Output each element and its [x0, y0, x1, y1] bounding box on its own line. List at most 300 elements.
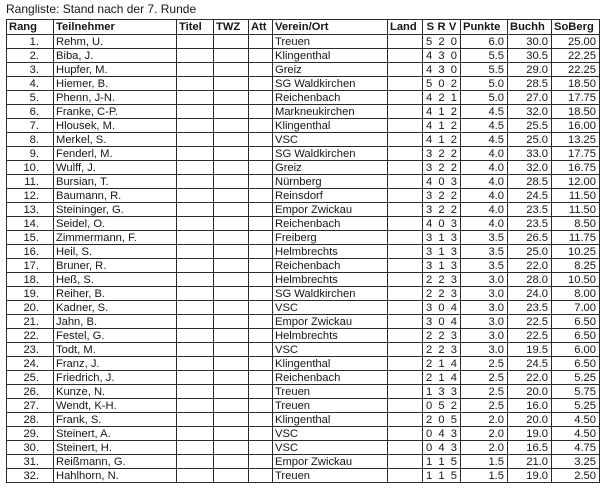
club-cell: VSC	[273, 133, 388, 147]
att-cell	[249, 91, 273, 105]
col-r: R	[437, 21, 446, 33]
title-cell	[177, 357, 214, 371]
buchholz-cell: 19.0	[508, 469, 552, 483]
buchholz-cell: 19.5	[508, 343, 552, 357]
srv-cell	[423, 385, 461, 399]
s-value: 3	[426, 203, 433, 216]
points-cell: 4.0	[461, 147, 508, 161]
title-cell	[177, 245, 214, 259]
sonneborn-berger-cell: 22.25	[552, 63, 600, 77]
rank-cell: 29.	[7, 427, 54, 441]
table-row	[7, 357, 600, 371]
r-value: 0	[438, 315, 445, 328]
table-row	[7, 343, 600, 357]
att-cell	[249, 329, 273, 343]
points-cell: 3.0	[461, 287, 508, 301]
r-value: 1	[438, 259, 445, 272]
r-value: 0	[438, 413, 445, 426]
twz-cell	[214, 203, 249, 217]
sonneborn-berger-cell: 18.50	[552, 77, 600, 91]
club-cell: Reichenbach	[273, 217, 388, 231]
v-value: 3	[450, 217, 457, 230]
title-cell	[177, 63, 214, 77]
s-value: 2	[426, 273, 433, 286]
table-row	[7, 161, 600, 175]
name-cell: Franke, C-P.	[54, 105, 177, 119]
twz-cell	[214, 399, 249, 413]
table-row	[7, 77, 600, 91]
srv-cell	[423, 133, 461, 147]
v-value: 5	[450, 413, 457, 426]
points-cell: 4.0	[461, 203, 508, 217]
name-cell: Zimmermann, F.	[54, 231, 177, 245]
title-cell	[177, 147, 214, 161]
r-value: 4	[438, 427, 445, 440]
sonneborn-berger-cell: 6.50	[552, 315, 600, 329]
s-value: 1	[426, 385, 433, 398]
name-cell: Steinert, H.	[54, 441, 177, 455]
club-cell: Klingenthal	[273, 413, 388, 427]
r-value: 1	[438, 119, 445, 132]
r-value: 2	[438, 147, 445, 160]
r-value: 0	[438, 175, 445, 188]
twz-cell	[214, 301, 249, 315]
country-cell	[388, 77, 423, 91]
att-cell	[249, 77, 273, 91]
country-cell	[388, 385, 423, 399]
points-cell: 4.0	[461, 189, 508, 203]
points-cell: 2.0	[461, 441, 508, 455]
rank-cell: 15.	[7, 231, 54, 245]
ranking-table	[6, 19, 600, 483]
table-row	[7, 385, 600, 399]
v-value: 0	[450, 49, 457, 62]
srv-cell	[423, 343, 461, 357]
name-cell: Reiher, B.	[54, 287, 177, 301]
srv-cell	[423, 245, 461, 259]
points-cell: 4.5	[461, 105, 508, 119]
twz-cell	[214, 161, 249, 175]
s-value: 0	[426, 441, 433, 454]
srv-cell	[423, 189, 461, 203]
points-cell: 3.0	[461, 273, 508, 287]
r-value: 1	[438, 371, 445, 384]
country-cell	[388, 245, 423, 259]
twz-cell	[214, 35, 249, 49]
table-row	[7, 399, 600, 413]
club-cell: Nürnberg	[273, 175, 388, 189]
v-value: 2	[450, 119, 457, 132]
att-cell	[249, 301, 273, 315]
s-value: 3	[426, 259, 433, 272]
name-cell: Hahlhorn, N.	[54, 469, 177, 483]
title-cell	[177, 301, 214, 315]
name-cell: Jahn, B.	[54, 315, 177, 329]
sonneborn-berger-cell: 2.50	[552, 469, 600, 483]
buchholz-cell: 22.0	[508, 371, 552, 385]
rank-cell: 16.	[7, 245, 54, 259]
club-cell: Helmbrechts	[273, 273, 388, 287]
buchholz-cell: 32.0	[508, 105, 552, 119]
v-value: 3	[450, 329, 457, 342]
name-cell: Heil, S.	[54, 245, 177, 259]
buchholz-cell: 26.5	[508, 231, 552, 245]
s-value: 0	[426, 427, 433, 440]
table-row	[7, 175, 600, 189]
sonneborn-berger-cell: 4.75	[552, 441, 600, 455]
title-cell	[177, 287, 214, 301]
rank-cell: 3.	[7, 63, 54, 77]
rank-cell: 10.	[7, 161, 54, 175]
buchholz-cell: 28.5	[508, 77, 552, 91]
s-value: 2	[426, 357, 433, 370]
r-value: 1	[438, 133, 445, 146]
rank-cell: 6.	[7, 105, 54, 119]
points-cell: 3.0	[461, 301, 508, 315]
twz-cell	[214, 329, 249, 343]
title-cell	[177, 371, 214, 385]
r-value: 1	[438, 245, 445, 258]
att-cell	[249, 203, 273, 217]
att-cell	[249, 119, 273, 133]
r-value: 2	[438, 203, 445, 216]
title-cell	[177, 343, 214, 357]
points-cell: 3.0	[461, 329, 508, 343]
v-value: 3	[450, 259, 457, 272]
club-cell: Freiberg	[273, 231, 388, 245]
table-row	[7, 413, 600, 427]
r-value: 2	[438, 329, 445, 342]
s-value: 4	[426, 91, 433, 104]
twz-cell	[214, 427, 249, 441]
country-cell	[388, 413, 423, 427]
twz-cell	[214, 413, 249, 427]
att-cell	[249, 357, 273, 371]
srv-cell	[423, 273, 461, 287]
country-cell	[388, 175, 423, 189]
att-cell	[249, 245, 273, 259]
country-cell	[388, 161, 423, 175]
v-value: 4	[450, 301, 457, 314]
srv-cell	[423, 455, 461, 469]
r-value: 4	[438, 441, 445, 454]
rank-cell: 22.	[7, 329, 54, 343]
country-cell	[388, 259, 423, 273]
table-row	[7, 35, 600, 49]
table-row	[7, 119, 600, 133]
name-cell: Frank, S.	[54, 413, 177, 427]
v-value: 2	[450, 105, 457, 118]
s-value: 4	[426, 105, 433, 118]
name-cell: Festel, G.	[54, 329, 177, 343]
country-cell	[388, 455, 423, 469]
sonneborn-berger-cell: 5.25	[552, 399, 600, 413]
points-cell: 5.5	[461, 63, 508, 77]
r-value: 5	[438, 399, 445, 412]
club-cell: Greiz	[273, 161, 388, 175]
country-cell	[388, 329, 423, 343]
buchholz-cell: 20.0	[508, 385, 552, 399]
country-cell	[388, 217, 423, 231]
buchholz-cell: 19.0	[508, 427, 552, 441]
v-value: 3	[450, 427, 457, 440]
v-value: 3	[450, 231, 457, 244]
v-value: 2	[450, 161, 457, 174]
v-value: 5	[450, 469, 457, 482]
table-row	[7, 231, 600, 245]
sonneborn-berger-cell: 13.25	[552, 133, 600, 147]
att-cell	[249, 273, 273, 287]
sonneborn-berger-cell: 11.75	[552, 231, 600, 245]
att-cell	[249, 315, 273, 329]
v-value: 2	[450, 77, 457, 90]
club-cell: Klingenthal	[273, 357, 388, 371]
sonneborn-berger-cell: 17.75	[552, 91, 600, 105]
buchholz-cell: 16.0	[508, 399, 552, 413]
rank-cell: 26.	[7, 385, 54, 399]
twz-cell	[214, 455, 249, 469]
col-v: V	[448, 21, 457, 33]
country-cell	[388, 105, 423, 119]
country-cell	[388, 63, 423, 77]
title-cell	[177, 189, 214, 203]
att-cell	[249, 35, 273, 49]
sonneborn-berger-cell: 16.00	[552, 119, 600, 133]
title-cell	[177, 35, 214, 49]
twz-cell	[214, 385, 249, 399]
title-cell	[177, 91, 214, 105]
col-twz: TWZ	[214, 20, 249, 35]
title-cell	[177, 119, 214, 133]
r-value: 1	[438, 469, 445, 482]
col-land: Land	[388, 20, 423, 35]
rank-cell: 20.	[7, 301, 54, 315]
club-cell: Reichenbach	[273, 371, 388, 385]
points-cell: 3.5	[461, 259, 508, 273]
sonneborn-berger-cell: 7.00	[552, 301, 600, 315]
club-cell: Reichenbach	[273, 259, 388, 273]
buchholz-cell: 25.5	[508, 119, 552, 133]
table-header-row	[7, 20, 600, 35]
s-value: 3	[426, 315, 433, 328]
att-cell	[249, 455, 273, 469]
country-cell	[388, 357, 423, 371]
buchholz-cell: 25.0	[508, 245, 552, 259]
twz-cell	[214, 371, 249, 385]
srv-cell	[423, 413, 461, 427]
table-row	[7, 469, 600, 483]
srv-cell	[423, 35, 461, 49]
att-cell	[249, 469, 273, 483]
rank-cell: 32.	[7, 469, 54, 483]
col-att: Att	[249, 20, 273, 35]
name-cell: Franz, J.	[54, 357, 177, 371]
att-cell	[249, 343, 273, 357]
club-cell: Empor Zwickau	[273, 315, 388, 329]
att-cell	[249, 133, 273, 147]
r-value: 0	[438, 301, 445, 314]
country-cell	[388, 189, 423, 203]
table-row	[7, 301, 600, 315]
rank-cell: 31.	[7, 455, 54, 469]
country-cell	[388, 441, 423, 455]
name-cell: Kunze, N.	[54, 385, 177, 399]
rank-cell: 5.	[7, 91, 54, 105]
v-value: 3	[450, 273, 457, 286]
srv-cell	[423, 63, 461, 77]
v-value: 0	[450, 63, 457, 76]
r-value: 0	[438, 217, 445, 230]
buchholz-cell: 24.0	[508, 287, 552, 301]
buchholz-cell: 32.0	[508, 161, 552, 175]
rank-cell: 28.	[7, 413, 54, 427]
points-cell: 4.5	[461, 133, 508, 147]
r-value: 2	[438, 343, 445, 356]
twz-cell	[214, 133, 249, 147]
buchholz-cell: 21.0	[508, 455, 552, 469]
att-cell	[249, 259, 273, 273]
points-cell: 2.5	[461, 357, 508, 371]
rank-cell: 19.	[7, 287, 54, 301]
country-cell	[388, 203, 423, 217]
rank-cell: 8.	[7, 133, 54, 147]
sonneborn-berger-cell: 12.00	[552, 175, 600, 189]
srv-cell	[423, 427, 461, 441]
country-cell	[388, 427, 423, 441]
club-cell: Helmbrechts	[273, 245, 388, 259]
name-cell: Wendt, K-H.	[54, 399, 177, 413]
s-value: 2	[426, 371, 433, 384]
rank-cell: 14.	[7, 217, 54, 231]
s-value: 2	[426, 329, 433, 342]
s-value: 4	[426, 175, 433, 188]
r-value: 2	[438, 287, 445, 300]
club-cell: Markneukirchen	[273, 105, 388, 119]
s-value: 4	[426, 119, 433, 132]
rank-cell: 25.	[7, 371, 54, 385]
sonneborn-berger-cell: 16.75	[552, 161, 600, 175]
s-value: 3	[426, 147, 433, 160]
points-cell: 1.5	[461, 469, 508, 483]
name-cell: Fenderl, M.	[54, 147, 177, 161]
title-cell	[177, 469, 214, 483]
name-cell: Rehm, U.	[54, 35, 177, 49]
att-cell	[249, 105, 273, 119]
r-value: 2	[438, 35, 445, 48]
sonneborn-berger-cell: 6.50	[552, 357, 600, 371]
s-value: 2	[426, 343, 433, 356]
buchholz-cell: 27.0	[508, 91, 552, 105]
country-cell	[388, 35, 423, 49]
col-punkte: Punkte	[461, 20, 508, 35]
points-cell: 2.0	[461, 427, 508, 441]
att-cell	[249, 371, 273, 385]
country-cell	[388, 301, 423, 315]
title-cell	[177, 203, 214, 217]
rank-cell: 27.	[7, 399, 54, 413]
club-cell: Empor Zwickau	[273, 203, 388, 217]
v-value: 2	[450, 203, 457, 216]
sonneborn-berger-cell: 4.50	[552, 427, 600, 441]
rank-cell: 9.	[7, 147, 54, 161]
page-title: Rangliste: Stand nach der 7. Runde	[6, 2, 197, 16]
buchholz-cell: 24.5	[508, 189, 552, 203]
table-row	[7, 315, 600, 329]
twz-cell	[214, 259, 249, 273]
club-cell: VSC	[273, 427, 388, 441]
sonneborn-berger-cell: 8.00	[552, 287, 600, 301]
srv-cell	[423, 441, 461, 455]
twz-cell	[214, 77, 249, 91]
att-cell	[249, 147, 273, 161]
name-cell: Baumann, R.	[54, 189, 177, 203]
club-cell: Klingenthal	[273, 119, 388, 133]
name-cell: Merkel, S.	[54, 133, 177, 147]
name-cell: Steinert, A.	[54, 427, 177, 441]
srv-cell	[423, 77, 461, 91]
buchholz-cell: 20.0	[508, 413, 552, 427]
buchholz-cell: 25.0	[508, 133, 552, 147]
att-cell	[249, 385, 273, 399]
r-value: 1	[438, 231, 445, 244]
club-cell: VSC	[273, 343, 388, 357]
name-cell: Steininger, G.	[54, 203, 177, 217]
table-row	[7, 49, 600, 63]
sonneborn-berger-cell: 11.50	[552, 189, 600, 203]
buchholz-cell: 23.5	[508, 203, 552, 217]
twz-cell	[214, 357, 249, 371]
col-verein: Verein/Ort	[273, 20, 388, 35]
rank-cell: 4.	[7, 77, 54, 91]
club-cell: Treuen	[273, 469, 388, 483]
title-cell	[177, 399, 214, 413]
col-buchh: Buchh	[508, 20, 552, 35]
club-cell: SG Waldkirchen	[273, 147, 388, 161]
club-cell: SG Waldkirchen	[273, 77, 388, 91]
sonneborn-berger-cell: 22.25	[552, 49, 600, 63]
s-value: 3	[426, 245, 433, 258]
rank-cell: 7.	[7, 119, 54, 133]
srv-cell	[423, 175, 461, 189]
srv-cell	[423, 161, 461, 175]
v-value: 4	[450, 357, 457, 370]
v-value: 2	[450, 133, 457, 146]
table-row	[7, 133, 600, 147]
srv-cell	[423, 371, 461, 385]
r-value: 2	[438, 161, 445, 174]
name-cell: Reißmann, G.	[54, 455, 177, 469]
s-value: 5	[426, 35, 433, 48]
v-value: 4	[450, 371, 457, 384]
r-value: 1	[438, 455, 445, 468]
rank-cell: 18.	[7, 273, 54, 287]
twz-cell	[214, 189, 249, 203]
srv-cell	[423, 287, 461, 301]
title-cell	[177, 77, 214, 91]
col-teilnehmer: Teilnehmer	[54, 20, 177, 35]
s-value: 4	[426, 63, 433, 76]
points-cell: 2.0	[461, 413, 508, 427]
twz-cell	[214, 147, 249, 161]
twz-cell	[214, 91, 249, 105]
srv-cell	[423, 357, 461, 371]
country-cell	[388, 231, 423, 245]
name-cell: Kadner, S.	[54, 301, 177, 315]
srv-cell	[423, 147, 461, 161]
srv-cell	[423, 399, 461, 413]
rank-cell: 13.	[7, 203, 54, 217]
sonneborn-berger-cell: 4.50	[552, 413, 600, 427]
